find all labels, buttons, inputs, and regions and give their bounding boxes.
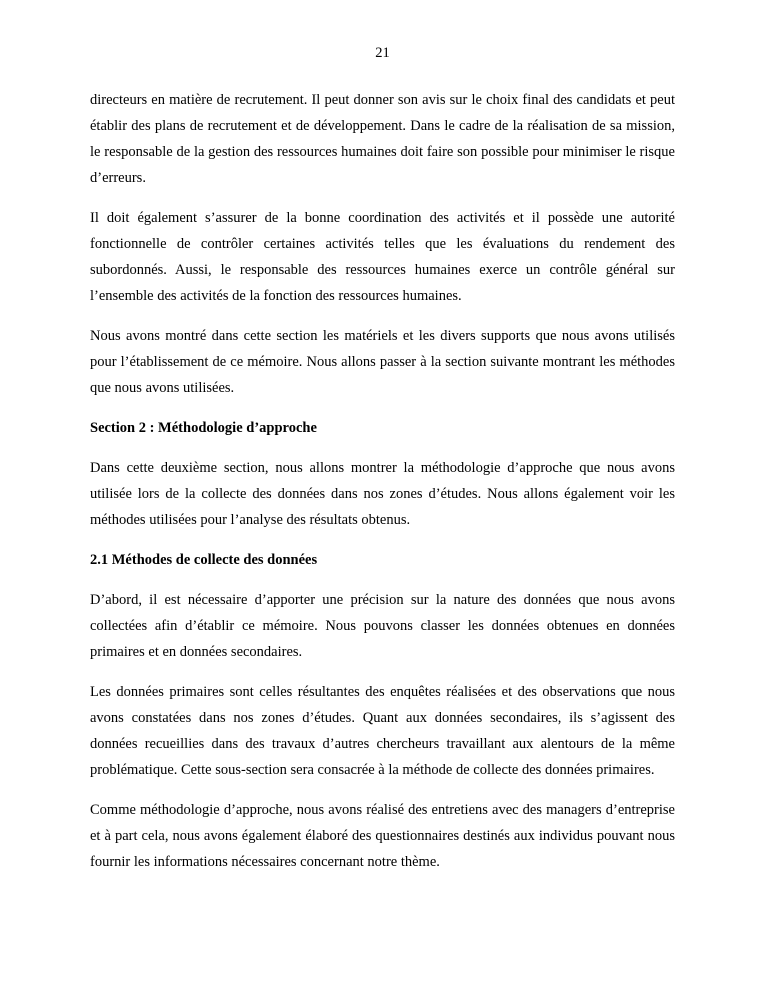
paragraph: Dans cette deuxième section, nous allons montrer la méthodologie d’approche que nous avons utilisée lors de la collecte des données dans nos zones d’études. Nous allons également voir les méthodes utilisées pour l’analyse des résultats obtenus. bbox=[90, 460, 675, 528]
paragraph: Les données primaires sont celles résultantes des enquêtes réalisées et des observations que nous avons constatées dans nos zones d’études. Quant aux données secondaires, ils s’agissent des données recueillies dans des travaux d’autres chercheurs travaillant aux alentours de la même problématique. Cette sous-section sera consacrée à la méthode de collecte des données primaires. bbox=[90, 684, 675, 778]
paragraph: Comme méthodologie d’approche, nous avons réalisé des entretiens avec des managers d’entreprise et à part cela, nous avons également élaboré des questionnaires destinés aux individus pouvant nous fournir les informations nécessaires concernant notre thème. bbox=[90, 802, 675, 870]
paragraph: directeurs en matière de recrutement. Il peut donner son avis sur le choix final des candidats et peut établir des plans de recrutement et de développement. Dans le cadre de la réalisation de sa mission, le responsable de la gestion des ressources humaines doit faire son possible pour minimiser le risque d’erreurs. bbox=[90, 92, 675, 186]
section-heading: Section 2 : Méthodologie d’approche bbox=[90, 420, 317, 436]
subsection-heading: 2.1 Méthodes de collecte des données bbox=[90, 552, 318, 568]
paragraph: Nous avons montré dans cette section les matériels et les divers supports que nous avons utilisés pour l’établissement de ce mémoire. Nous allons passer à la section suivante montrant les méthodes que nous avons utilisées. bbox=[90, 328, 675, 396]
document-body bbox=[90, 87, 675, 889]
paragraph: Il doit également s’assurer de la bonne coordination des activités et il possède une autorité fonctionnelle de contrôler certaines activités telles que les évaluations du rendement des subordonnés. Aussi, le responsable des ressources humaines exerce un contrôle général sur l’ensemble des activités de la fonction des ressources humaines. bbox=[90, 210, 675, 304]
page-number: 21 bbox=[375, 45, 390, 61]
paragraph: D’abord, il est nécessaire d’apporter une précision sur la nature des données que nous avons collectées afin d’établir ce mémoire. Nous pouvons classer les données obtenues en données primaires et en données secondaires. bbox=[90, 592, 675, 660]
